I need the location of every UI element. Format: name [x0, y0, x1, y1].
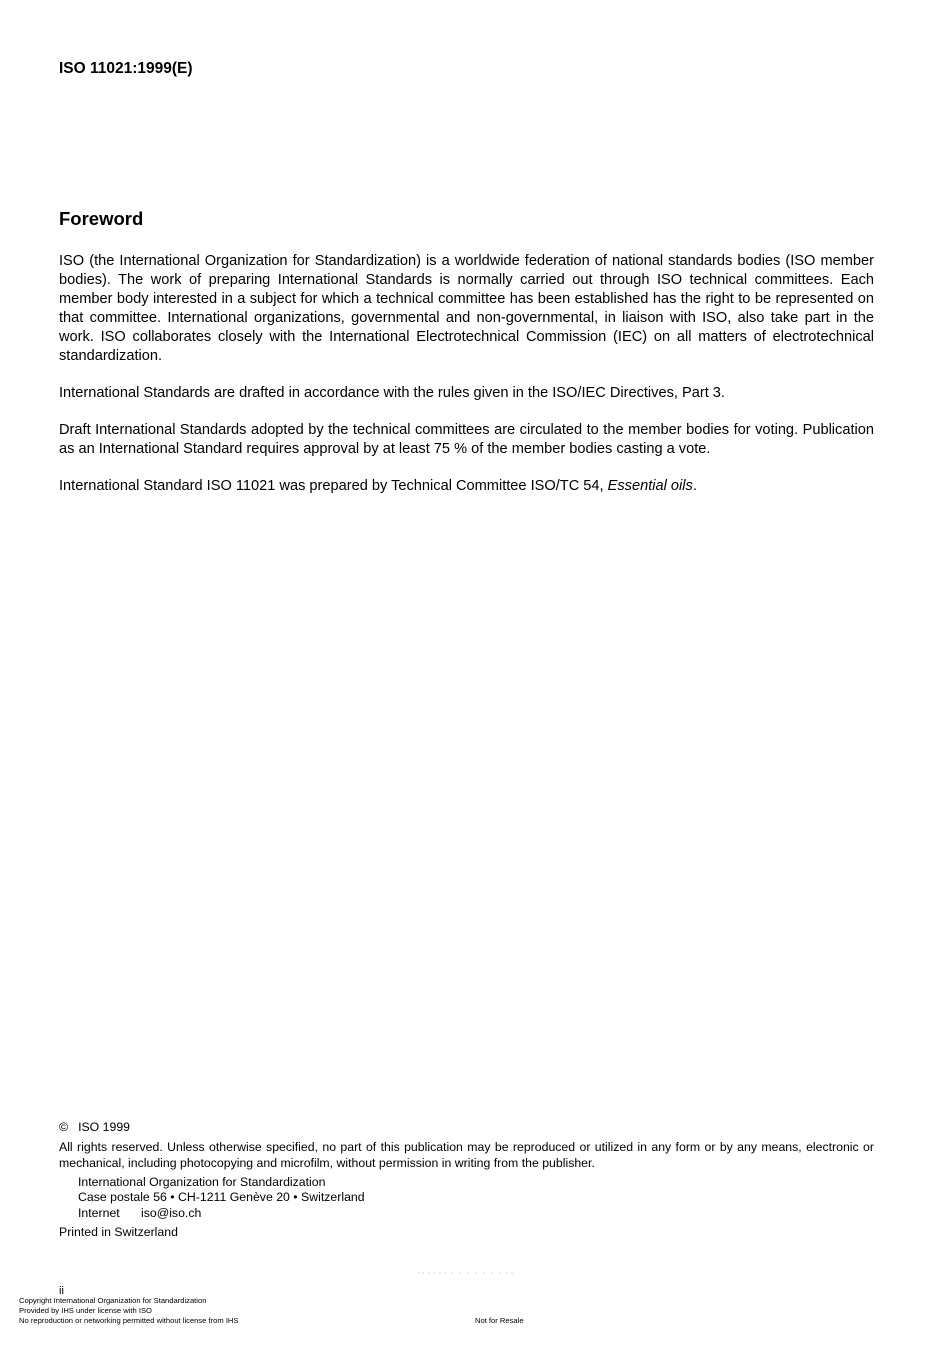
internet-contact: [78, 1206, 201, 1222]
footer-notice-copyright: Copyright International Organization for Standardization: [19, 1296, 207, 1305]
document-id: ISO 11021:1999(E): [59, 60, 193, 77]
footer-notice-reproduction: No reproduction or networking permitted without license from IHS: [19, 1316, 239, 1325]
foreword-paragraph-4-text: International Standard ISO 11021 was prepared by Technical Committee ISO/TC 54,: [59, 478, 608, 494]
foreword-paragraph-1: ISO (the International Organization for Standardization) is a worldwide federation of national standards bodies (ISO member bodies). The work of preparing International Standards is normally carried out through ISO technical committees. Each member body interested in a subject for which a technical committee has been established has the right to be represented on that committee. International organizations, governmental and non-governmental, in liaison with ISO, also take part in the work. ISO collaborates closely with the International Electrotechnical Commission (IEC) on all matters of electrotechnical standardization.: [59, 253, 874, 364]
committee-name: Essential oils: [607, 478, 693, 494]
internet-email: iso@iso.ch: [141, 1206, 202, 1220]
internet-label: Internet: [78, 1206, 120, 1220]
copyright-line: [59, 1120, 130, 1136]
foreword-paragraph-2: International Standards are drafted in accordance with the rules given in the ISO/IEC Directives, Part 3.: [59, 385, 725, 401]
foreword-paragraph-3: Draft International Standards adopted by the technical committees are circulated to the member bodies for voting. Publication as an International Standard requires approval by at least 75 % of the member bodies casting a vote.: [59, 422, 874, 457]
printed-in: Printed in Switzerland: [59, 1225, 178, 1239]
foreword-paragraph-4: [59, 477, 874, 496]
foreword-paragraph-4-end: .: [692, 478, 697, 494]
rights-notice: All rights reserved. Unless otherwise specified, no part of this publication may be reproduced or utilized in any form or by any means, electronic or mechanical, including photocopying and microfilm, without permission in writing from the publisher.: [59, 1140, 874, 1170]
footer-notice-license: Provided by IHS under license with ISO: [19, 1306, 152, 1315]
footer-not-for-resale: Not for Resale: [475, 1316, 524, 1325]
scan-dots: [416, 1270, 516, 1276]
postal-address: Case postale 56 • CH-1211 Genève 20 • Switzerland: [78, 1190, 365, 1204]
organization-name: International Organization for Standardization: [78, 1175, 326, 1189]
copyright-icon: ©: [59, 1120, 69, 1134]
foreword-heading: Foreword: [59, 208, 144, 229]
copyright-year: ISO 1999: [78, 1120, 131, 1134]
page-number: ii: [59, 1285, 64, 1297]
